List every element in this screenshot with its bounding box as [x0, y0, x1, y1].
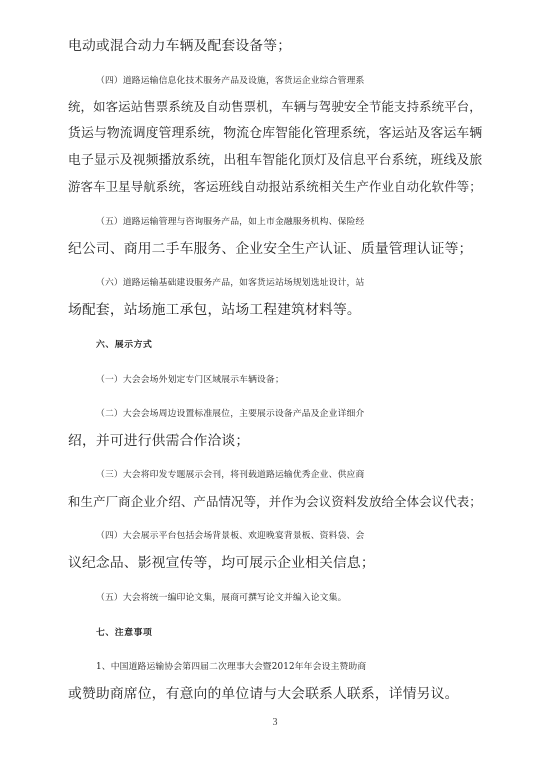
text-line-10: 场配套，站场施工承包，站场工程建筑材料等。: [68, 301, 361, 318]
section-heading-notes: 七、注意事项: [96, 627, 153, 638]
text-line-19: （五）大会将统一编印论文集，展商可撰写论文并编入论文集。: [96, 592, 347, 603]
text-line-1: 电动或混合动力车辆及配套设备等；: [68, 38, 292, 54]
text-line-6: 游客车卫星导航系统，客运班线自动报站系统相关生产作业自动化软件等；: [68, 179, 482, 195]
text-line-18: 议纪念品、影视宣传等，均可展示企业相关信息；: [68, 555, 375, 571]
text-line-9: （六）道路运输基础建设服务产品，如客货运站场规划选址设计，站: [96, 278, 365, 288]
text-line-7: （五）道路运输管理与咨询服务产品，如上市金融服务机构、保险经: [96, 216, 365, 227]
text-line-2: （四）道路运输信息化技术服务产品及设施，客货运企业综合管理系: [96, 75, 365, 86]
text-line-12: （一）大会会场外划定专门区域展示车辆设备；: [96, 374, 284, 385]
text-line-3: 统，如客运站售票系统及自动售票机，车辆与驾驶安全节能支持系统平台，: [68, 99, 482, 115]
text-line-21: 1、中国道路运输协会第四届二次理事大会暨2012年年会设主赞助商: [96, 662, 367, 673]
text-line-13: （二）大会会场周边设置标准展位，主要展示设备产品及企业详细介: [96, 408, 365, 419]
text-line-15: （三）大会将印发专题展示会刊，将刊载道路运输优秀企业、供应商: [96, 470, 365, 481]
text-line-14: 绍，并可进行供需合作洽谈；: [68, 432, 250, 449]
text-line-16: 和生产厂商企业介绍、产品情况等，并作为会议资料发放给全体会议代表；: [68, 493, 482, 509]
page-number: 3: [272, 717, 278, 728]
text-line-8: 纪公司、商用二手车服务、企业安全生产认证、质量管理认证等；: [68, 240, 473, 257]
text-line-4: 货运与物流调度管理系统，物流仓库智能化管理系统，客运站及客运车辆: [68, 125, 483, 141]
text-line-5: 电子显示及视频播放系统，出租车智能化顶灯及信息平台系统，班线及旅: [68, 152, 483, 168]
text-line-22: 或赞助商席位，有意向的单位请与大会联系人联系，详情另议。: [68, 686, 459, 702]
section-heading-display: 六、展示方式: [96, 340, 153, 350]
text-line-17: （四）大会展示平台包括会场背景板、欢迎晚宴背景板、资料袋、会: [96, 531, 365, 542]
